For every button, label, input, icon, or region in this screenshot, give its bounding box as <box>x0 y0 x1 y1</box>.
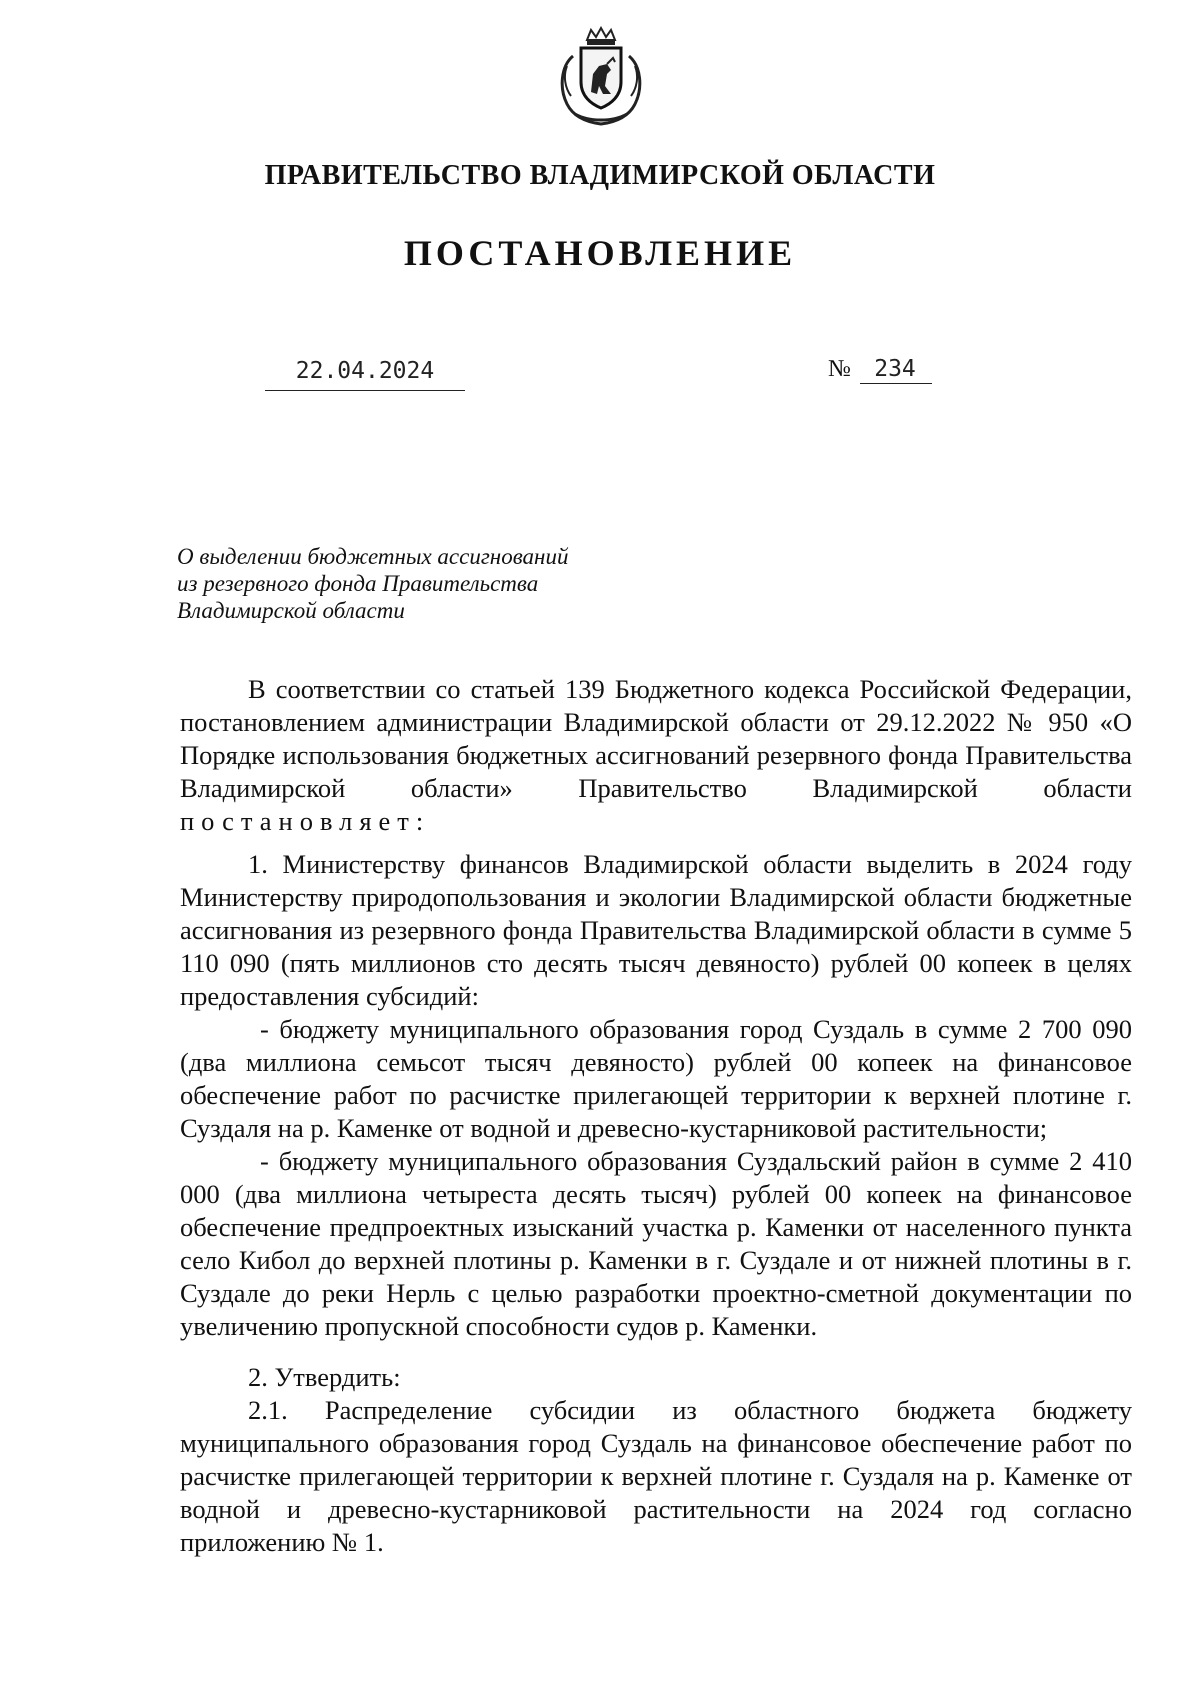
resolves-word: постановляет: <box>180 806 431 836</box>
document-date: 22.04.2024 <box>295 358 435 384</box>
preamble-paragraph <box>180 673 1132 838</box>
document-subject <box>177 543 637 624</box>
document-body <box>180 673 1132 1559</box>
document-number: 234 <box>874 356 916 382</box>
item-1-paragraph: 1. Министерству финансов Владимирской области выделить в 2024 году Министерству природопользования и экологии Владимирской области бюджетные ассигнования из резервного фонда Правительства Владимирской области в сумме 5 110 090 (пять миллионов сто десять тысяч девяносто) рублей 00 копеек в целях предоставления субсидий: <box>180 849 1132 1011</box>
item-2-paragraph: 2. Утвердить: <box>248 1362 401 1392</box>
preamble-text: В соответствии со статьей 139 Бюджетного кодекса Российской Федерации, постановлением администрации Владимирской области от 29.12.2022 № 950 «О Порядке использования бюджетных ассигнований резервного фонда Правительства Владимирской области» Правительство Владимирской области <box>180 674 1132 803</box>
government-title: ПРАВИТЕЛЬСТВО ВЛАДИМИРСКОЙ ОБЛАСТИ <box>264 160 936 191</box>
date-underline <box>265 390 465 391</box>
subject-line: Владимирской области <box>177 598 405 623</box>
document-type-heading: ПОСТАНОВЛЕНИЕ <box>403 233 797 273</box>
number-label: № <box>828 356 851 382</box>
item-1a-paragraph: - бюджету муниципального образования город Суздаль в сумме 2 700 090 (два миллиона семьсот тысяч девяносто) рублей 00 копеек на финансовое обеспечение работ по расчистке прилегающей территории к верхней плотине г. Суздаля на р. Каменке от водной и древесно-кустарниковой растительности; <box>180 1014 1132 1143</box>
item-1b-paragraph: - бюджету муниципального образования Суздальский район в сумме 2 410 000 (два миллиона четыреста десять тысяч) рублей 00 копеек на финансовое обеспечение предпроектных изысканий участка р. Каменки от населенного пункта село Кибол до верхней плотины р. Каменки в г. Суздале и от нижней плотины в г. Суздале до реки Нерль с целью разработки проектно-сметной документации по увеличению пропускной способности судов р. Каменки. <box>180 1146 1132 1341</box>
vladimir-coat-of-arms-icon <box>555 26 647 126</box>
subject-line: из резервного фонда Правительства <box>177 571 539 596</box>
number-underline <box>860 383 932 384</box>
item-2-1-paragraph: 2.1. Распределение субсидии из областного бюджета бюджету муниципального образования город Суздаль на финансовое обеспечение работ по расчистке прилегающей территории к верхней плотине г. Суздаля на р. Каменке от водной и древесно-кустарниковой растительности на 2024 год согласно приложению № 1. <box>180 1395 1132 1557</box>
subject-line: О выделении бюджетных ассигнований <box>177 544 569 569</box>
